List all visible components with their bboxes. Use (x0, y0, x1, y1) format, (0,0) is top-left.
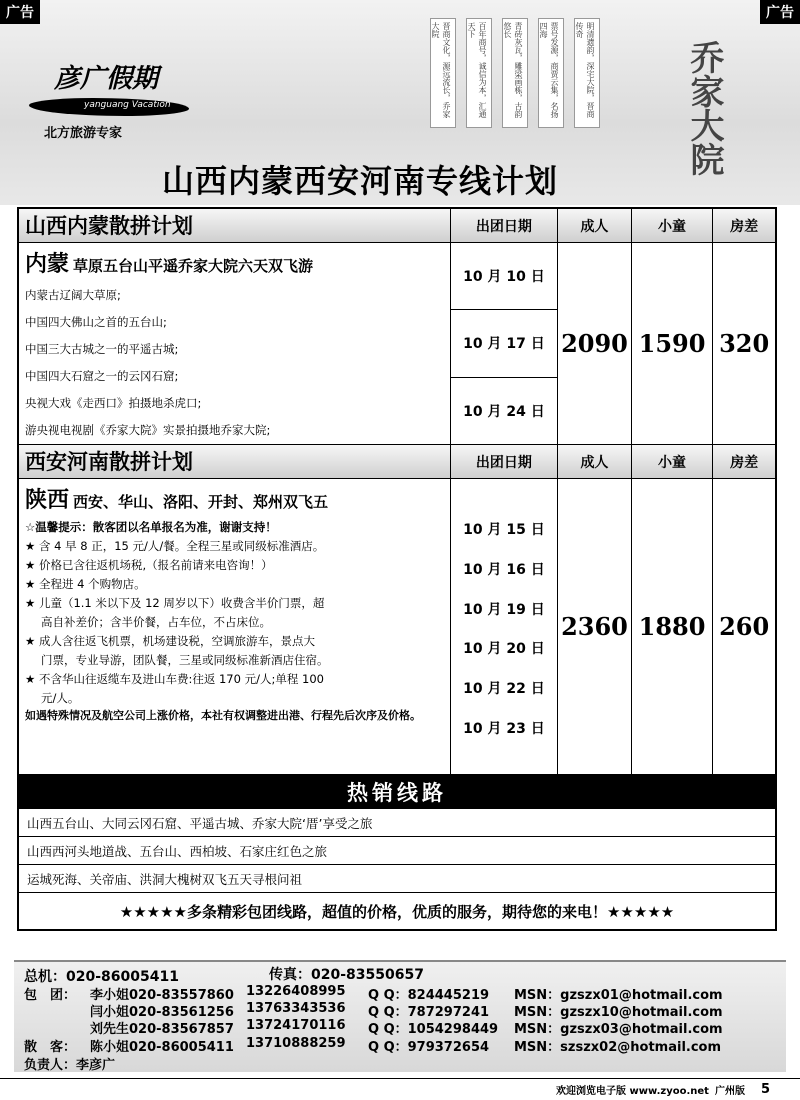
fax-number: 传真：020-83550657 (269, 967, 424, 983)
room-price: 260 (719, 612, 770, 641)
col-adult: 成人 (558, 209, 632, 242)
contact-person: 闫小姐020-83561256 (90, 1005, 234, 1020)
section1-header (19, 209, 775, 243)
banner-strip: 百年商号，诚信为本，汇通天下 (466, 18, 492, 128)
section2-title: 西安河南散拼计划 (19, 445, 451, 478)
child-price: 1590 (632, 243, 714, 444)
col-date: 出团日期 (451, 209, 558, 242)
logo-text: 彦广假期 (54, 64, 159, 94)
header-banner (0, 0, 800, 205)
col-adult: 成人 (558, 445, 632, 478)
route-prefix: 陕西 (25, 488, 70, 513)
banner-strip: 票号发源，商贾云集，名扬四海 (538, 18, 564, 128)
col-date: 出团日期 (451, 445, 558, 478)
room-price: 320 (719, 329, 770, 358)
route-line: 门票，专业导游，团队餐，三星或同级标准新酒店住宿。 (41, 653, 329, 667)
edition-label: 广州版 (714, 1086, 745, 1097)
contact-msn: MSN：szszx02@hotmail.com (514, 1040, 722, 1055)
departure-date: 10 月 24 日 (463, 403, 545, 420)
contact-person: 李小姐020-83557860 (90, 988, 234, 1003)
departure-date: 10 月 23 日 (463, 721, 545, 738)
ad-tag-right: 广告 (760, 0, 800, 24)
adult-price: 2360 (558, 479, 632, 774)
route-line: 元/人。 (41, 691, 80, 705)
contact-msn: MSN：gzszx01@hotmail.com (514, 988, 723, 1003)
departure-date: 10 月 20 日 (463, 641, 545, 658)
route-line: ★ 含 4 早 8 正，15 元/人/餐。全程三星或同级标准酒店。 (25, 539, 325, 553)
route-name: 西安、华山、洛阳、开封、郑州双飞五 (73, 493, 329, 511)
banner-brand: 乔家大院 (684, 40, 724, 176)
section1-title: 山西内蒙散拼计划 (19, 209, 451, 242)
route-line: 高自补差价；含半价餐，占车位，不占床位。 (41, 615, 271, 629)
route-line: ★ 价格已含往返机场税,（报名前请来电咨询！） (25, 558, 273, 572)
route-line: ★ 成人含往返飞机票，机场建设税，空调旅游车，景点大 (25, 634, 315, 648)
contact-mobile: 13724170116 (246, 1018, 346, 1033)
ad-tag-left: 广告 (0, 0, 40, 24)
route-line: ★ 全程进 4 个购物店。 (25, 577, 146, 591)
contact-qq: Q Q：979372654 (368, 1040, 490, 1055)
contact-mobile: 13226408995 (246, 984, 346, 999)
section2-header (19, 445, 775, 479)
departure-date: 10 月 10 日 (451, 243, 557, 310)
child-price: 1880 (632, 479, 714, 774)
section2-dates (451, 479, 558, 774)
departure-date: 10 月 16 日 (463, 561, 545, 578)
retail-label: 散 客： (24, 1040, 77, 1055)
adult-price: 2090 (558, 243, 632, 444)
tour-table (17, 207, 777, 931)
hot-route-item: 山西西河头地道战、五台山、西柏坡、石家庄红色之旅 (19, 837, 775, 865)
col-child: 小童 (632, 445, 714, 478)
route-line: 游央视电视剧《乔家大院》实景拍摄地乔家大院; (25, 423, 271, 437)
hot-route-item: 山西五台山、大同云冈石窟、平遥古城、乔家大院‘厝’享受之旅 (19, 809, 775, 837)
departure-date: 10 月 19 日 (463, 601, 545, 618)
route-title (25, 483, 444, 514)
departure-date: 10 月 15 日 (463, 521, 545, 538)
contact-qq: Q Q：787297241 (368, 1005, 490, 1020)
route-line: 内蒙古辽阔大草原; (25, 288, 121, 302)
banner-strip: 明清遗韵，深宅大院，晋商传奇 (574, 18, 600, 128)
route-prefix: 内蒙 (25, 252, 70, 277)
section2-body (19, 479, 775, 775)
logo-english: yanguang Vacation (84, 100, 171, 110)
contact-qq: Q Q：1054298449 (368, 1022, 499, 1037)
col-child: 小童 (632, 209, 714, 242)
col-room: 房差 (730, 454, 759, 471)
contact-person: 刘先生020-83567857 (90, 1022, 234, 1037)
company-logo (24, 56, 199, 141)
contact-msn: MSN：gzszx03@hotmail.com (514, 1022, 723, 1037)
page-number: 5 (760, 1082, 770, 1097)
page-title: 山西内蒙西安河南专线计划 (162, 162, 559, 200)
route-line: 中国四大佛山之首的五台山; (25, 315, 167, 329)
section1-dates (451, 243, 558, 444)
tip-line: ☆温馨提示：散客团以名单报名为准，谢谢支持！ (25, 520, 277, 534)
contact-person: 陈小姐020-86005411 (90, 1040, 234, 1055)
banner-strip: 青砖灰瓦，雕梁画栋，古韵悠长 (502, 18, 528, 128)
section1-body (19, 243, 775, 445)
group-label: 包 团： (24, 988, 77, 1003)
banner-strip: 晋商文化，源远流长，乔家大院 (430, 18, 456, 128)
route-line: ★ 儿童（1.1 米以下及 12 周岁以下）收费含半价门票，超 (25, 596, 325, 610)
footer-text: 欢迎浏览电子版 www.zyoo.net (556, 1086, 709, 1097)
contact-qq: Q Q：824445219 (368, 988, 490, 1003)
contact-msn: MSN：gzszx10@hotmail.com (514, 1005, 723, 1020)
route-line: 央视大戏《走西口》拍摄地杀虎口; (25, 396, 202, 410)
notice-line: 如遇特殊情况及航空公司上涨价格，本社有权调整进出港、行程先后次序及价格。 (25, 709, 421, 722)
banner-strips (430, 18, 665, 138)
main-phone: 总机：020-86005411 (24, 969, 179, 985)
hot-routes-title: 热销线路 (19, 775, 775, 809)
route-title (25, 247, 444, 278)
page-footer (0, 1078, 800, 1100)
route-line: 中国三大古城之一的平遥古城; (25, 342, 179, 356)
departure-date: 10 月 17 日 (451, 310, 557, 377)
section2-desc (19, 479, 451, 774)
departure-date: 10 月 22 日 (463, 681, 545, 698)
contact-mobile: 13710888259 (246, 1036, 346, 1051)
col-room: 房差 (730, 218, 759, 235)
contact-panel (14, 960, 786, 1072)
contact-mobile: 13763343536 (246, 1001, 346, 1016)
route-line: 中国四大石窟之一的云冈石窟; (25, 369, 179, 383)
hot-route-item: 运城死海、关帝庙、洪洞大槐树双飞五天寻根问祖 (19, 865, 775, 893)
section1-desc (19, 243, 451, 444)
logo-slogan: 北方旅游专家 (44, 126, 123, 141)
owner-name: 负责人：李彦广 (24, 1058, 116, 1073)
route-line: ★ 不含华山往返缆车及进山车费:往返 170 元/人;单程 100 (25, 672, 324, 686)
route-name: 草原五台山平遥乔家大院六天双飞游 (73, 257, 314, 275)
promo-line: ★★★★★多条精彩包团线路，超值的价格，优质的服务，期待您的来电！★★★★★ (119, 902, 675, 921)
